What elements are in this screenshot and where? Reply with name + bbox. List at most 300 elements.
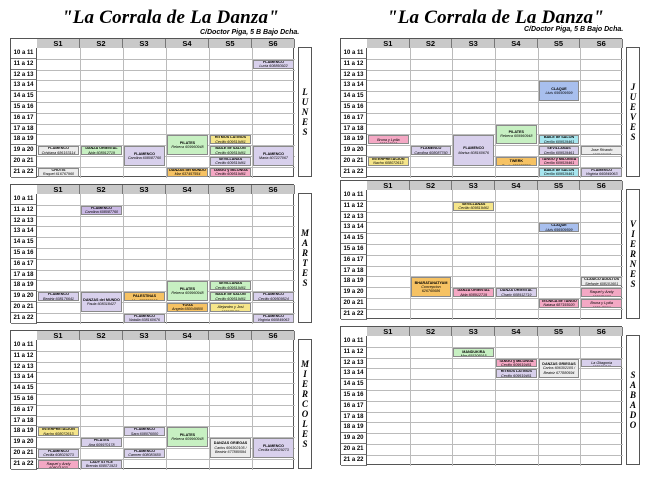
hour-label: 17 a 18: [341, 266, 367, 277]
day-letter: S: [630, 131, 636, 142]
class-name: SEVILLANAS: [461, 201, 486, 206]
hour-label: 13 a 14: [11, 226, 37, 237]
class-teacher: Carolina 608087760: [127, 155, 162, 160]
studio-header: S3: [123, 185, 166, 194]
grid-divider: [37, 124, 295, 125]
day-letter: E: [301, 116, 308, 127]
schedule-grid-lunes: [10, 38, 294, 177]
hour-label: 14 a 15: [11, 383, 37, 394]
class-block[interactable]: [81, 146, 122, 155]
hour-label: 20 a 21: [11, 448, 37, 459]
hour-label: 12 a 13: [11, 216, 37, 227]
day-letter: L: [302, 418, 308, 429]
class-block[interactable]: [496, 369, 537, 378]
class-name: DANZAS del MUNDO: [169, 167, 206, 172]
hour-label: 13 a 14: [341, 368, 367, 379]
class-block[interactable]: [38, 146, 79, 155]
class-name: FLAMENCO: [591, 167, 613, 172]
class-block[interactable]: [581, 277, 622, 286]
hour-label: 18 a 19: [11, 426, 37, 437]
studio-header: S2: [80, 185, 123, 194]
class-block[interactable]: [581, 359, 622, 368]
class-block[interactable]: [167, 168, 208, 177]
grid-divider: [37, 102, 295, 103]
class-block[interactable]: [539, 81, 580, 101]
grid-divider: [367, 368, 623, 369]
class-block[interactable]: [210, 146, 251, 155]
class-block[interactable]: [539, 168, 580, 177]
class-teacher: Cecilio 609519461: [543, 139, 575, 144]
class-name: DANZAS del MUNDO: [83, 297, 120, 302]
class-name: TANGO y MILONGA: [541, 157, 577, 161]
studio-header: S2: [410, 181, 453, 190]
grid-divider: [37, 205, 295, 206]
class-block[interactable]: [368, 135, 409, 144]
class-name: PILATES: [179, 432, 196, 437]
class-name: DANZA ORIENTAL: [500, 288, 533, 293]
hour-label: 11 a 12: [341, 347, 367, 358]
day-letter: E: [301, 378, 308, 389]
hour-label: 17 a 18: [11, 416, 37, 427]
hour-label: 21 a 22: [341, 309, 367, 320]
class-block[interactable]: [539, 359, 580, 379]
class-teacher: Cecilio 609519461: [215, 161, 246, 166]
class-block[interactable]: [581, 168, 622, 177]
class-teacher: Mar 637457554: [174, 172, 201, 177]
hour-label: 13 a 14: [341, 222, 367, 233]
class-teacher: Nacho 608072613: [373, 161, 404, 166]
grid-divider: [367, 390, 623, 391]
studio-header: S5: [209, 185, 252, 194]
hour-label: 16 a 17: [341, 113, 367, 124]
grid-divider: [367, 244, 623, 245]
class-name: PILATES: [179, 140, 196, 145]
class-block[interactable]: [167, 303, 208, 312]
class-teacher: Paula 608318427: [87, 301, 116, 306]
class-teacher: Cecilio 609519461: [543, 150, 575, 155]
class-name: PALESTINAS: [132, 294, 157, 299]
day-letter: I: [303, 368, 307, 379]
hour-label: 12 a 13: [11, 70, 37, 81]
class-block[interactable]: [453, 348, 494, 357]
class-teacher: Aida 608912719: [460, 292, 488, 297]
hour-label: 11 a 12: [11, 59, 37, 70]
class-name: FLAMENCO: [263, 292, 284, 297]
grid-divider: [37, 216, 295, 217]
day-letter: J: [630, 81, 636, 92]
class-block[interactable]: [581, 146, 622, 155]
class-teacher: Stefanie 608101601: [585, 281, 619, 286]
class-block[interactable]: [411, 146, 452, 155]
hour-label: 20 a 21: [341, 156, 367, 167]
grid-divider: [37, 394, 295, 395]
left-title: "La Corrala de La Danza": [62, 7, 279, 28]
studio-header: S1: [367, 181, 410, 190]
grid-divider: [367, 255, 623, 256]
hour-label: 20 a 21: [341, 444, 367, 455]
class-block[interactable]: [124, 292, 165, 301]
studio-header: S1: [367, 39, 410, 48]
class-block[interactable]: [496, 288, 537, 297]
hour-label: 15 a 16: [341, 244, 367, 255]
class-block[interactable]: [253, 314, 294, 323]
day-letter: O: [629, 419, 637, 430]
schedule-grid-sabado: [340, 326, 622, 465]
hour-label: 17 a 18: [341, 412, 367, 423]
hour-label: 11 a 12: [341, 201, 367, 212]
class-teacher: Bruna y Lydia 608148991: [590, 301, 613, 308]
hour-label: 15 a 16: [11, 394, 37, 405]
studio-header: S5: [209, 331, 252, 340]
grid-divider: [37, 362, 295, 363]
day-letter: L: [302, 86, 308, 97]
studio-header: S6: [252, 185, 295, 194]
class-block[interactable]: [81, 206, 122, 215]
class-block[interactable]: [124, 146, 165, 166]
grid-divider: [367, 379, 623, 380]
day-letter: N: [629, 258, 637, 269]
class-name: SEVILLANAS: [218, 281, 243, 286]
class-name: MANDUKIRA: [462, 350, 486, 354]
class-block[interactable]: [581, 299, 622, 308]
hour-label: 13 a 14: [11, 80, 37, 91]
hour-label: 10 a 11: [11, 48, 37, 59]
class-block[interactable]: [453, 202, 494, 211]
studio-header: S6: [580, 327, 623, 336]
hour-label: 14 a 15: [11, 237, 37, 248]
class-block[interactable]: [210, 281, 251, 290]
class-name: RITMOS LATINOS: [500, 369, 532, 374]
class-name: FLAMENCO: [263, 313, 284, 318]
day-letter: A: [629, 399, 636, 410]
hour-label: 17 a 18: [11, 270, 37, 281]
class-name: TANGO y MILONGA: [499, 358, 534, 363]
day-letter: R: [301, 247, 308, 258]
grid-divider: [37, 405, 295, 406]
hour-label: 16 a 17: [11, 113, 37, 124]
grid-divider: [367, 80, 623, 81]
class-teacher: Cecilio 609519461: [215, 150, 246, 155]
class-name: FLAMENCO: [48, 292, 69, 297]
class-block[interactable]: [81, 460, 122, 469]
studio-header: S2: [80, 331, 123, 340]
hour-label: 12 a 13: [341, 70, 367, 81]
class-name: FLAMENCO: [134, 427, 155, 432]
hour-label: 18 a 19: [11, 134, 37, 145]
grid-divider: [367, 201, 623, 202]
class-block[interactable]: [210, 168, 251, 177]
class-name: FLAMENCO: [263, 443, 284, 448]
class-teacher: Rebeca 609960948: [500, 134, 533, 139]
grid-divider: [367, 212, 623, 213]
hour-label: 16 a 17: [341, 255, 367, 266]
hour-label: 17 a 18: [341, 124, 367, 135]
studio-header: S5: [538, 181, 581, 190]
class-name: TANGO y MILONGA: [213, 167, 248, 172]
day-letter: M: [300, 227, 309, 238]
class-block[interactable]: [253, 292, 294, 301]
grid-divider: [367, 102, 623, 103]
hour-label: 11 a 12: [341, 59, 367, 70]
class-block[interactable]: [453, 135, 494, 165]
class-name: TWERK: [509, 159, 524, 164]
class-teacher: Virginia 660849063: [585, 172, 618, 177]
class-block[interactable]: [124, 449, 165, 458]
hour-label: 20 a 21: [11, 302, 37, 313]
grid-divider: [367, 113, 623, 114]
class-teacher: Charly 608912719: [501, 292, 532, 297]
hour-label: 10 a 11: [341, 336, 367, 347]
schedule-grid-jueves: [340, 38, 622, 177]
grid-divider: [37, 351, 295, 352]
hour-label: 10 a 11: [341, 48, 367, 59]
grid-divider: [367, 59, 623, 60]
class-teacher: Ana 609970178: [88, 442, 115, 447]
class-name: BHARATANATYAM: [414, 280, 448, 285]
class-teacher: Raquel y Andy 608071923: [46, 462, 71, 469]
class-teacher: Carolina 608087760: [414, 150, 448, 155]
header-corner: [341, 327, 367, 336]
class-teacher: Natasa 687155920: [543, 303, 575, 308]
studio-header: S2: [410, 327, 453, 336]
day-letter: I: [631, 228, 635, 239]
class-teacher: Jose Ricardo 607102607: [590, 148, 613, 155]
class-block[interactable]: [539, 157, 580, 166]
class-block[interactable]: [539, 146, 580, 155]
day-letter: U: [629, 91, 637, 102]
class-block[interactable]: [38, 427, 79, 436]
class-name: DANZAS GRIEGAS: [213, 441, 248, 446]
class-teacher: Marisa 608160676: [458, 150, 489, 155]
day-label-sabado: [626, 335, 640, 465]
class-block[interactable]: [496, 157, 537, 166]
day-letter: S: [630, 278, 636, 289]
class-name: BAILE de SALON: [215, 292, 246, 297]
class-teacher: Cecilio 609519461: [215, 285, 246, 290]
hour-label: 17 a 18: [11, 124, 37, 135]
class-block[interactable]: [81, 292, 122, 312]
grid-divider: [37, 226, 295, 227]
grid-divider: [37, 259, 295, 260]
grid-divider: [367, 347, 623, 348]
day-letter: S: [302, 277, 308, 288]
day-letter: E: [629, 101, 636, 112]
hour-label: 19 a 20: [341, 145, 367, 156]
class-teacher: Aida 608912719: [88, 150, 115, 155]
schedule-grid-miercoles: [10, 330, 294, 469]
day-letter: T: [302, 257, 308, 268]
day-label-viernes: [626, 189, 640, 319]
class-block[interactable]: [539, 135, 580, 144]
class-block[interactable]: [210, 135, 251, 144]
class-block[interactable]: [496, 359, 537, 368]
class-block[interactable]: [124, 427, 165, 436]
class-teacher: Cristiana 686153114: [41, 150, 76, 155]
studio-header: S4: [495, 39, 538, 48]
class-teacher: Raquel 616767960: [42, 172, 75, 177]
hour-label: 14 a 15: [341, 233, 367, 244]
class-name: DANZA ORIENTAL: [457, 288, 490, 293]
hour-label: 16 a 17: [11, 259, 37, 270]
class-teacher: Cecilio 609519461: [215, 139, 246, 144]
header-corner: [11, 39, 37, 48]
studio-header: S5: [209, 39, 252, 48]
class-block[interactable]: [210, 438, 251, 458]
class-block[interactable]: [167, 427, 208, 447]
class-name: FLAMENCO: [91, 205, 112, 210]
class-teacher: Cecilia 608029273: [258, 447, 289, 452]
grid-divider: [37, 270, 295, 271]
class-block[interactable]: [581, 288, 622, 297]
class-block[interactable]: [167, 135, 208, 155]
class-name: FLAMENCO: [134, 449, 155, 453]
header-corner: [341, 39, 367, 48]
grid-divider: [367, 124, 623, 125]
hour-label: 14 a 15: [341, 91, 367, 102]
day-letter: E: [629, 238, 636, 249]
grid-divider: [367, 266, 623, 267]
studio-header: S3: [452, 181, 495, 190]
studio-header: S3: [123, 331, 166, 340]
class-block[interactable]: [38, 168, 79, 177]
day-letter: S: [302, 126, 308, 137]
right-address: C/Doctor Piga, 5 B Bajo Dcha.: [524, 26, 624, 33]
hour-label: 16 a 17: [11, 405, 37, 416]
grid-divider: [37, 237, 295, 238]
schedule-grid-viernes: [340, 180, 622, 319]
day-letter: S: [630, 369, 636, 380]
class-block[interactable]: [539, 223, 580, 232]
hour-label: 21 a 22: [11, 167, 37, 178]
class-block[interactable]: [253, 438, 294, 458]
day-letter: A: [301, 237, 308, 248]
grid-divider: [37, 113, 295, 114]
grid-divider: [367, 401, 623, 402]
class-block[interactable]: [38, 449, 79, 458]
class-block[interactable]: [38, 460, 79, 469]
class-teacher: Natalia 608160676: [129, 318, 160, 323]
hour-label: 15 a 16: [11, 102, 37, 113]
class-teacher: Paula 609982809: [501, 163, 531, 166]
class-name: LADY STYLE: [90, 459, 113, 464]
class-teacher: Virginia 660849063: [257, 318, 290, 323]
day-label-jueves: [626, 47, 640, 177]
class-name: PILATES: [179, 286, 196, 291]
class-block[interactable]: [38, 292, 79, 301]
hour-label: 19 a 20: [11, 145, 37, 156]
day-letter: D: [629, 409, 637, 420]
hour-label: 13 a 14: [11, 372, 37, 383]
class-block[interactable]: [210, 292, 251, 301]
studio-header: S1: [37, 331, 80, 340]
grid-divider: [367, 455, 623, 456]
class-name: PILATES: [93, 438, 110, 443]
grid-divider: [37, 134, 295, 135]
day-letter: O: [301, 408, 309, 419]
grid-divider: [367, 422, 623, 423]
class-block[interactable]: [496, 125, 537, 145]
day-letter: E: [629, 268, 636, 279]
class-block[interactable]: [253, 146, 294, 166]
grid-divider: [37, 372, 295, 373]
hour-label: 19 a 20: [11, 437, 37, 448]
class-teacher: Raquel y Andy 608071923: [589, 290, 614, 297]
class-teacher: Cecilia 608029273: [43, 453, 74, 458]
class-name: PILATES: [508, 129, 524, 134]
class-teacher: Bruna y Lydia 608148991: [377, 137, 400, 145]
grid-divider: [367, 433, 623, 434]
hour-label: 18 a 19: [341, 276, 367, 287]
hour-label: 13 a 14: [341, 80, 367, 91]
class-name: CLAQUE: [551, 223, 567, 228]
hour-label: 18 a 19: [11, 280, 37, 291]
class-teacher: Rebeca 609960948: [171, 437, 204, 442]
class-teacher: Rebeca 609960948: [171, 145, 204, 150]
class-teacher: Nacho 608072613: [43, 431, 74, 436]
class-block[interactable]: [210, 303, 251, 312]
class-teacher: Cecilio 609519461: [215, 172, 246, 177]
class-teacher: Carmen 608083650: [128, 453, 161, 458]
class-teacher: Rebeca 609960948: [171, 291, 204, 296]
class-block[interactable]: [411, 277, 452, 297]
hour-label: 15 a 16: [341, 390, 367, 401]
class-block[interactable]: [210, 157, 251, 166]
class-name: FLAMENCO: [48, 449, 69, 453]
hour-label: 12 a 13: [11, 362, 37, 373]
class-name: INTERPRETACION: [42, 427, 75, 432]
hour-label: 16 a 17: [341, 401, 367, 412]
class-name: SEVILLANAS: [547, 146, 571, 151]
class-block[interactable]: [368, 157, 409, 166]
studio-header: S1: [367, 327, 410, 336]
class-teacher: Cecilio 609519461: [543, 161, 575, 166]
day-letter: B: [629, 389, 636, 400]
class-name: INTERPRETACION: [372, 157, 405, 161]
studio-header: S6: [252, 331, 295, 340]
class-name: CLASICO ADULTOS: [584, 277, 620, 282]
day-letter: V: [629, 111, 636, 122]
class-teacher: Cecilio 609519461: [501, 373, 532, 378]
class-block[interactable]: [453, 288, 494, 297]
class-block[interactable]: [539, 299, 580, 308]
grid-divider: [37, 70, 295, 71]
class-name: FLAMENCO: [463, 146, 485, 151]
day-letter: E: [301, 267, 308, 278]
class-teacher: Cecilio 609519461: [458, 206, 489, 211]
grid-divider: [367, 222, 623, 223]
hour-label: 11 a 12: [11, 351, 37, 362]
studio-header: S1: [37, 185, 80, 194]
day-letter: A: [629, 379, 636, 390]
day-letter: R: [301, 388, 308, 399]
class-teacher: Beatriz 608176641: [43, 296, 74, 301]
class-block[interactable]: [81, 438, 122, 447]
class-block[interactable]: [124, 314, 165, 323]
class-block[interactable]: [167, 281, 208, 301]
hour-label: 12 a 13: [341, 358, 367, 369]
class-name: YOGA: [182, 303, 193, 307]
class-teacher: Cecilio 609519461: [501, 363, 532, 367]
class-teacher: Angela 650049800: [172, 307, 203, 312]
grid-divider: [37, 80, 295, 81]
hour-label: 18 a 19: [341, 422, 367, 433]
hour-label: 19 a 20: [341, 433, 367, 444]
grid-divider: [367, 309, 623, 310]
grid-divider: [367, 91, 623, 92]
hour-label: 21 a 22: [341, 455, 367, 466]
class-block[interactable]: [253, 60, 294, 69]
class-teacher: Lluis 656509599: [545, 227, 573, 232]
